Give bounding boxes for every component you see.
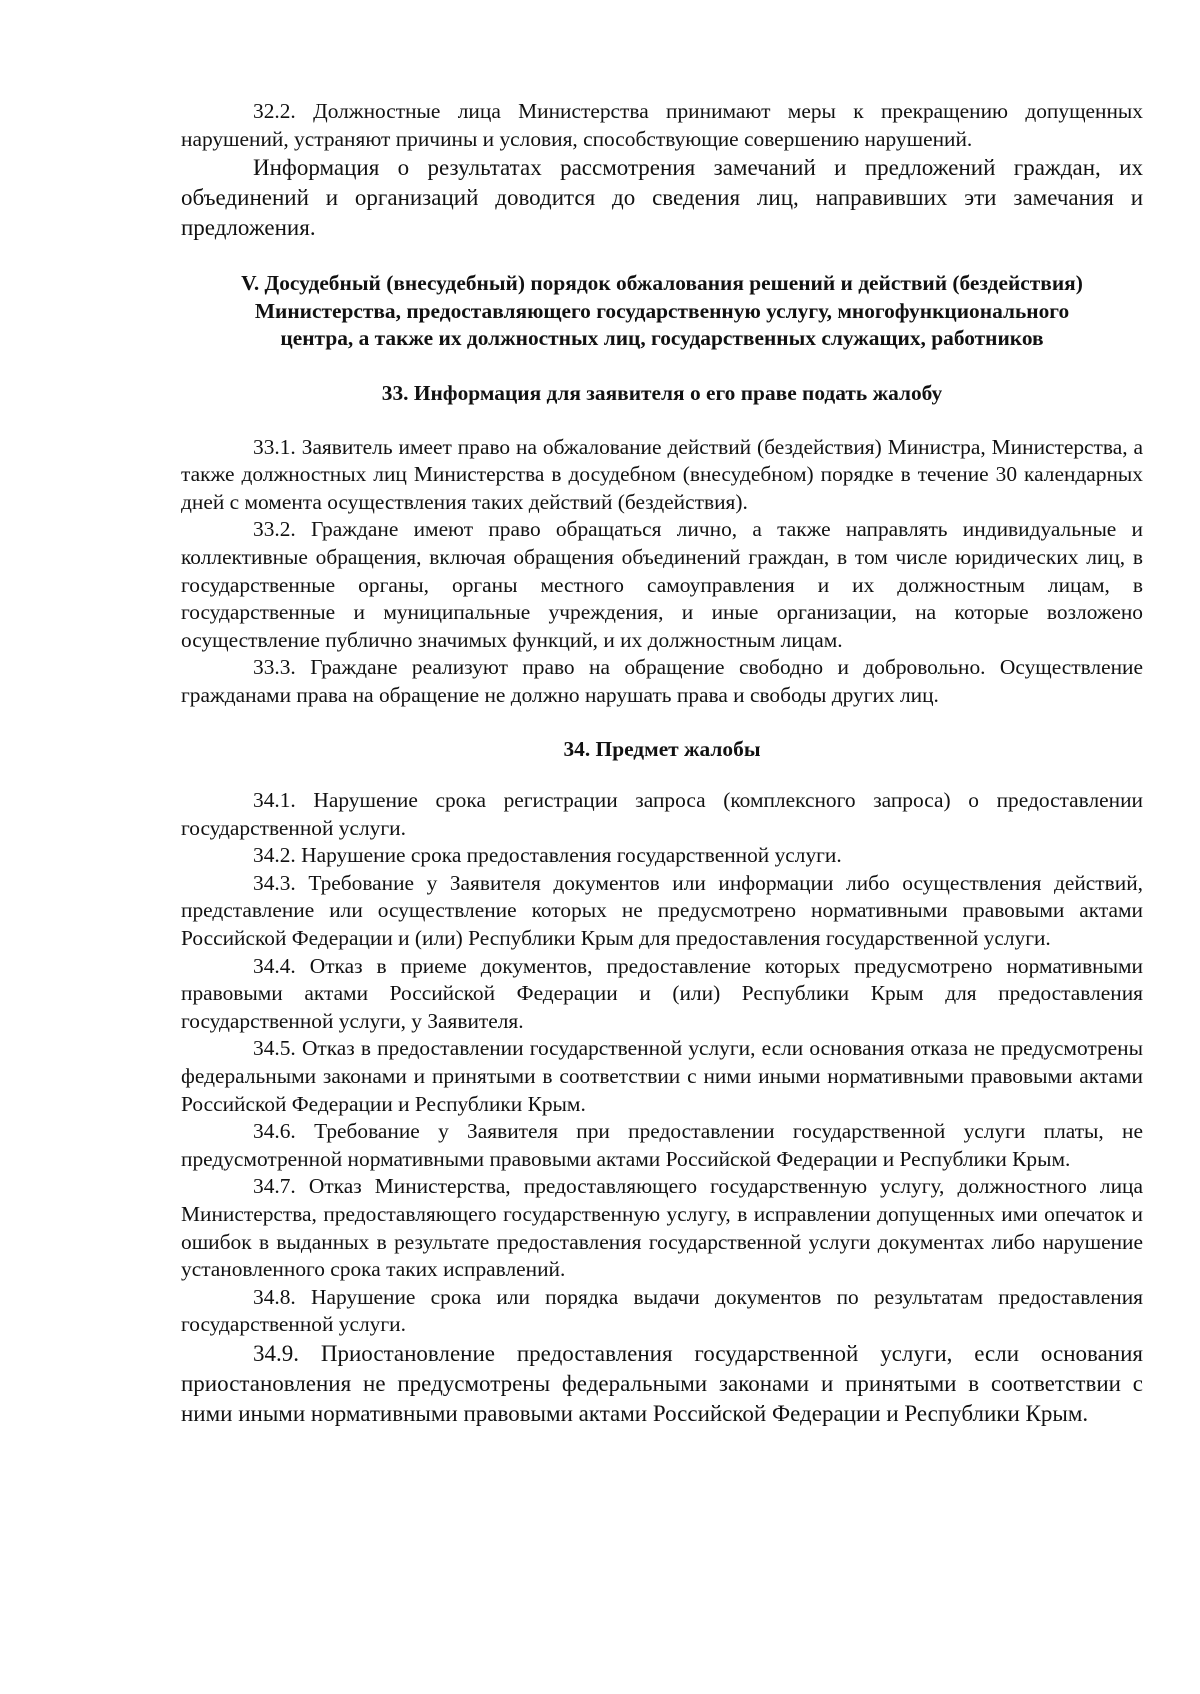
paragraph-33-1: 33.1. Заявитель имеет право на обжалование действий (бездействия) Министра, Министерства, а также должностных лиц Министерства в досудебном (внесудебном) порядке в течение 30 календарных дней с момента осуществления таких действий (бездействия). xyxy=(181,434,1143,514)
paragraph-34-4: 34.4. Отказ в приеме документов, предоставление которых предусмотрено нормативными правовыми актами Российской Федерации и (или) Республики Крым для предоставления государственной услуги, у Заявителя. xyxy=(181,953,1143,1033)
paragraph-34-2: 34.2. Нарушение срока предоставления государственной услуги. xyxy=(253,843,842,868)
paragraph-34-8: 34.8. Нарушение срока или порядка выдачи документов по результатам предоставления государственной услуги. xyxy=(181,1284,1143,1337)
paragraph-info: Информация о результатах рассмотрения замечаний и предложений граждан, их объединений и организаций доводится до сведения лиц, направивших эти замечания и предложения. xyxy=(181,155,1143,241)
paragraph-34-3: 34.3. Требование у Заявителя документов или информации либо осуществления действий, представление или осуществление которых не предусмотрено нормативными правовыми актами Российской Федерации и (или) Республики Крым для предоставления государственной услуги. xyxy=(181,870,1143,951)
document-body xyxy=(181,98,1143,1429)
paragraph-34-7: 34.7. Отказ Министерства, предоставляющего государственную услугу, должностного лица Министерства, предоставляющего государственную услугу, в исправлении допущенных ими опечаток и ошибок в выданных в результате предоставления государственной услуги документах либо нарушение установленного срока таких исправлений. xyxy=(181,1174,1143,1282)
paragraph-34-9: 34.9. Приостановление предоставления государственной услуги, если основания приостановления не предусмотрены федеральными законами и принятыми в соответствии с ними иными нормативными правовыми актами Российской Федерации и Республики Крым. xyxy=(181,1340,1143,1426)
section-v-heading: V. Досудебный (внесудебный) порядок обжалования решений и действий (бездействия) Министерства, предоставляющего государственную услугу, многофункционального центра, а также их должностных лиц, государственных служащих, работников xyxy=(241,271,1083,351)
paragraph-32-2: 32.2. Должностные лица Министерства принимают меры к прекращению допущенных нарушений, устраняют причины и условия, способствующие совершению нарушений. xyxy=(181,99,1143,151)
paragraph-34-6: 34.6. Требование у Заявителя при предоставлении государственной услуги платы, не предусмотренной нормативными правовыми актами Российской Федерации и Республики Крым. xyxy=(181,1119,1143,1171)
paragraph-34-5: 34.5. Отказ в предоставлении государственной услуги, если основания отказа не предусмотрены федеральными законами и принятыми в соответствии с ними иными нормативными правовыми актами Российской Федерации и Республики Крым. xyxy=(181,1036,1143,1116)
paragraph-33-2: 33.2. Граждане имеют право обращаться лично, а также направлять индивидуальные и коллективные обращения, включая обращения объединений граждан, в том числе юридических лиц, в государственные органы, органы местного самоуправления и их должностным лицам, в государственные и муниципальные учреждения, и иные организации, на которые возложено осуществление публично значимых функций, и их должностным лицам. xyxy=(181,517,1143,652)
paragraph-34-1: 34.1. Нарушение срока регистрации запроса (комплексного запроса) о предоставлении государственной услуги. xyxy=(181,788,1143,840)
paragraph-33-3: 33.3. Граждане реализуют право на обращение свободно и добровольно. Осуществление гражданами права на обращение не должно нарушать права и свободы других лиц. xyxy=(181,655,1143,707)
section-33-heading: 33. Информация для заявителя о его праве подать жалобу xyxy=(381,380,943,405)
section-34-heading: 34. Предмет жалобы xyxy=(563,736,761,761)
